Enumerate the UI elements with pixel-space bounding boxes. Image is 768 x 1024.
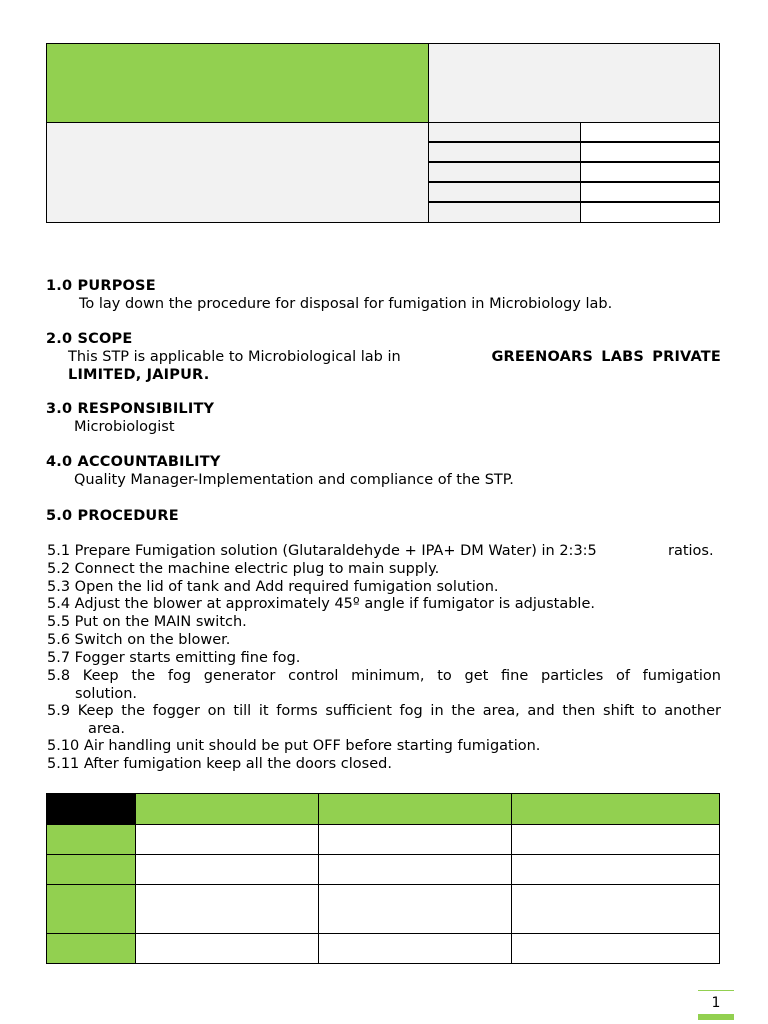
procedure-step-continued: solution. — [75, 686, 138, 702]
procedure-step: 5.3 Open the lid of tank and Add required fumigation solution. — [47, 579, 499, 595]
section-responsibility-title: 3.0 RESPONSIBILITY — [46, 401, 215, 417]
table-cell — [511, 854, 720, 885]
page-number-box — [698, 990, 734, 1020]
table-row-label — [46, 824, 136, 855]
procedure-step-continued: area. — [88, 721, 125, 737]
table-cell — [318, 854, 512, 885]
table-cell — [318, 933, 512, 964]
procedure-step: 5.11 After fumigation keep all the doors closed. — [47, 756, 392, 772]
header-subtitle-cell — [46, 122, 429, 223]
table-cell — [135, 933, 319, 964]
section-purpose-title: 1.0 PURPOSE — [46, 278, 156, 294]
procedure-step: 5.10 Air handling unit should be put OFF before starting fumigation. — [47, 738, 541, 754]
header-field-value — [580, 202, 720, 223]
header-field-value — [580, 142, 720, 162]
section-purpose-text: To lay down the procedure for disposal for fumigation in Microbiology lab. — [79, 296, 613, 312]
header-field-value — [580, 182, 720, 202]
table-cell — [511, 884, 720, 934]
procedure-step: 5.6 Switch on the blower. — [47, 632, 231, 648]
table-header-cell — [511, 793, 720, 825]
header-field-label — [428, 182, 581, 202]
procedure-step: 5.1 Prepare Fumigation solution (Glutaraldehyde + IPA+ DM Water) in 2:3:5 — [47, 543, 597, 559]
scope-company-location: LIMITED, JAIPUR. — [68, 367, 210, 383]
header-title-cell — [46, 43, 429, 123]
procedure-step: 5.4 Adjust the blower at approximately 45º angle if fumigator is adjustable. — [47, 596, 595, 612]
page-number-rule — [698, 990, 734, 991]
table-cell — [511, 824, 720, 855]
procedure-step: 5.7 Fogger starts emitting fine fog. — [47, 650, 301, 666]
section-accountability-text: Quality Manager-Implementation and compliance of the STP. — [74, 472, 514, 488]
section-scope-line1 — [68, 349, 721, 365]
section-responsibility-text: Microbiologist — [74, 419, 175, 435]
header-info-cell — [428, 43, 720, 123]
table-row-label — [46, 933, 136, 964]
header-field-label — [428, 142, 581, 162]
scope-company-name: GREENOARS LABS PRIVATE — [491, 349, 721, 365]
table-row-label — [46, 884, 136, 934]
table-cell — [135, 884, 319, 934]
table-cell — [135, 824, 319, 855]
header-field-value — [580, 122, 720, 142]
table-header-cell — [135, 793, 319, 825]
header-field-value — [580, 162, 720, 182]
section-procedure-title: 5.0 PROCEDURE — [46, 508, 179, 524]
procedure-step-tail: ratios. — [668, 543, 714, 559]
procedure-step: 5.5 Put on the MAIN switch. — [47, 614, 247, 630]
table-cell — [511, 933, 720, 964]
procedure-step: 5.8 Keep the fog generator control minimum, to get fine particles of fumigation — [47, 668, 721, 684]
page-number-bar — [698, 1014, 734, 1020]
procedure-step: 5.2 Connect the machine electric plug to main supply. — [47, 561, 440, 577]
procedure-step: 5.9 Keep the fogger on till it forms sufficient fog in the area, and then shift to another — [47, 703, 721, 719]
section-scope-title: 2.0 SCOPE — [46, 331, 133, 347]
table-corner-cell — [46, 793, 136, 825]
table-cell — [318, 884, 512, 934]
header-field-label — [428, 122, 581, 142]
page-number: 1 — [711, 995, 721, 1011]
header-field-label — [428, 162, 581, 182]
table-cell — [318, 824, 512, 855]
header-field-label — [428, 202, 581, 223]
scope-text: This STP is applicable to Microbiological lab in — [68, 349, 401, 365]
section-accountability-title: 4.0 ACCOUNTABILITY — [46, 454, 221, 470]
table-row-label — [46, 854, 136, 885]
table-header-cell — [318, 793, 512, 825]
table-cell — [135, 854, 319, 885]
